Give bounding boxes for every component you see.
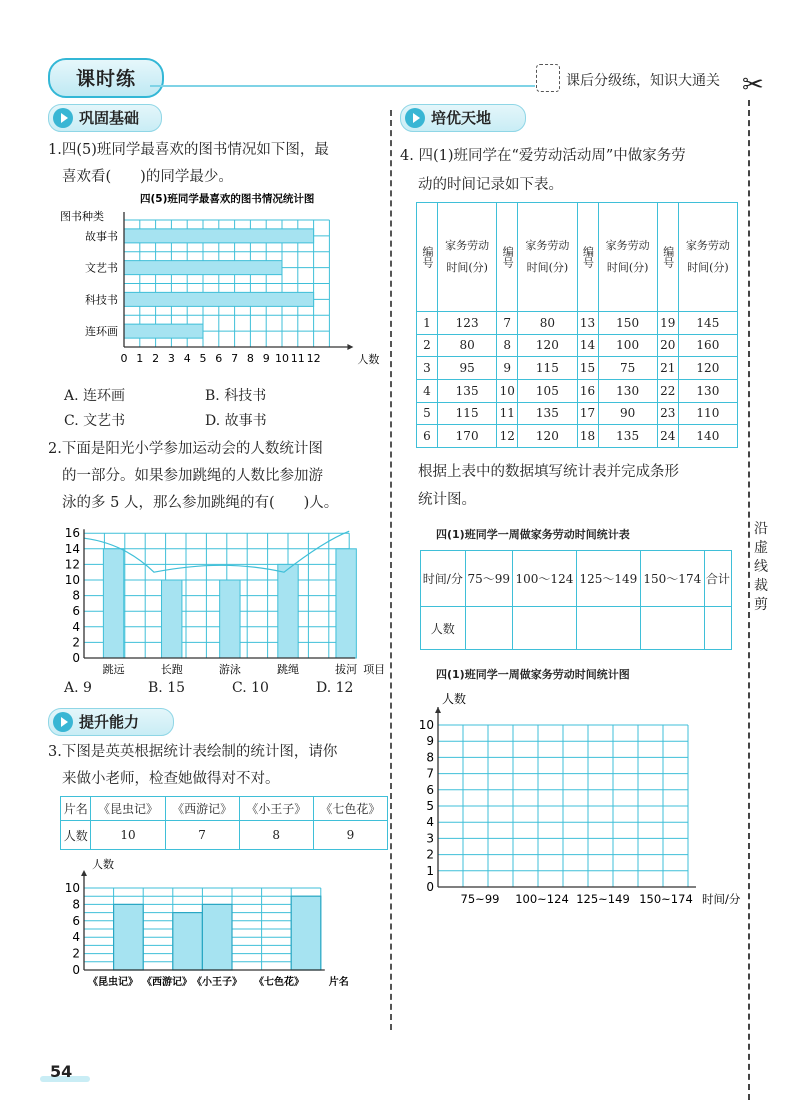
record-time-cell: 145	[678, 311, 737, 334]
record-id-cell: 7	[497, 311, 518, 334]
x-tick-label: 0	[120, 352, 128, 365]
x-axis-label: 项目	[363, 663, 386, 676]
bar-3	[124, 324, 203, 338]
y-tick-label: 8	[426, 750, 434, 765]
record-id-header: 编号	[497, 203, 518, 312]
stat-header-cell: 时间/分	[421, 551, 466, 607]
record-id-cell: 18	[577, 425, 598, 448]
q1-text-line2: 喜欢看( )的同学最少。	[62, 169, 233, 185]
header-line	[150, 85, 535, 87]
y-axis-arrow	[435, 707, 441, 713]
record-id-cell: 21	[657, 357, 678, 380]
section-label: 巩固基础	[79, 109, 140, 127]
q4-chart-title: 四(1)班同学一周做家务劳动时间统计图	[436, 668, 630, 681]
q2-option-c[interactable]: C. 10	[232, 680, 269, 696]
stat-header-cell: 150～174	[640, 551, 704, 607]
record-time-header: 家务劳动时间(分)	[438, 203, 497, 312]
q3-text-line1: 3.下图是英英根据统计表绘制的统计图，请你	[48, 744, 338, 760]
x-tick-label: 7	[231, 352, 239, 365]
y-tick-label: 2	[72, 946, 80, 961]
category-label: 文艺书	[85, 261, 118, 275]
stat-blank-cell[interactable]	[640, 607, 704, 650]
q4-stat-table	[420, 550, 732, 650]
y-tick-label: 2	[72, 635, 80, 650]
y-tick-label: 9	[426, 734, 434, 749]
record-id-cell: 2	[417, 334, 438, 357]
q3-header-cell: 《西游记》	[165, 797, 239, 821]
section-header-advanced	[400, 104, 526, 132]
q3-row-label: 人数	[61, 821, 91, 850]
record-row	[417, 379, 738, 402]
x-tick-label: 8	[246, 352, 254, 365]
bar-0	[103, 549, 123, 658]
q3-value-cell: 7	[165, 821, 239, 850]
stat-header-cell: 125～149	[576, 551, 640, 607]
record-time-cell: 130	[678, 379, 737, 402]
category-label: 《西游记》	[142, 977, 192, 988]
record-time-cell: 80	[438, 334, 497, 357]
page-number: 54	[50, 1062, 73, 1081]
q4-text-line4: 统计图。	[418, 492, 476, 508]
x-axis-label: 人数	[357, 353, 380, 366]
record-time-header: 家务劳动时间(分)	[518, 203, 577, 312]
y-tick-label: 8	[72, 897, 80, 912]
stat-header-cell: 合计	[704, 551, 731, 607]
y-tick-label: 6	[72, 913, 80, 928]
x-axis-label: 片名	[328, 977, 349, 988]
x-tick-label: 2	[152, 352, 160, 365]
record-id-cell: 23	[657, 402, 678, 425]
record-row	[417, 334, 738, 357]
record-time-cell: 170	[438, 425, 497, 448]
q1-text-line1: 1.四(5)班同学最喜欢的图书情况如下图，最	[48, 142, 329, 158]
record-id-cell: 22	[657, 379, 678, 402]
record-time-cell: 160	[678, 334, 737, 357]
record-row	[417, 402, 738, 425]
x-axis-arrow	[347, 344, 353, 350]
book-icon	[536, 64, 560, 92]
record-time-header: 家务劳动时间(分)	[598, 203, 657, 312]
stat-header-cell: 75～99	[465, 551, 512, 607]
x-axis-label: 时间/分	[702, 892, 741, 906]
record-row	[417, 357, 738, 380]
y-tick-label: 14	[64, 541, 80, 556]
q4-text-line3: 根据上表中的数据填写统计表并完成条形	[418, 464, 679, 480]
cut-line	[748, 100, 750, 1100]
record-time-cell: 120	[678, 357, 737, 380]
y-tick-label: 10	[64, 881, 80, 895]
x-tick-label: 5	[199, 352, 207, 365]
category-label: 125~149	[576, 892, 630, 906]
record-id-header: 编号	[417, 203, 438, 312]
record-id-cell: 8	[497, 334, 518, 357]
chart-housework-empty[interactable]	[410, 690, 746, 912]
cut-text: 沿虚线裁剪	[754, 521, 768, 613]
x-tick-label: 12	[306, 352, 321, 365]
bar-2	[220, 580, 240, 658]
q3-text-line2: 来做小老师，检查她做得对不对。	[62, 771, 280, 787]
stat-header-cell: 100～124	[512, 551, 576, 607]
section-label: 培优天地	[431, 109, 492, 127]
record-id-cell: 5	[417, 402, 438, 425]
record-row	[417, 425, 738, 448]
category-label: 跳绳	[277, 663, 299, 676]
q1-option-c[interactable]: C. 文艺书	[64, 413, 126, 429]
y-tick-label: 0	[72, 651, 80, 665]
record-id-cell: 6	[417, 425, 438, 448]
record-id-cell: 13	[577, 311, 598, 334]
y-axis-label: 图书种类	[60, 210, 104, 223]
category-label: 游泳	[218, 663, 241, 676]
chart-favorite-books	[60, 190, 390, 382]
record-id-cell: 1	[417, 311, 438, 334]
record-id-cell: 20	[657, 334, 678, 357]
x-tick-label: 3	[167, 352, 175, 365]
record-time-cell: 123	[438, 311, 497, 334]
bar-1	[162, 580, 182, 658]
stat-blank-cell[interactable]	[465, 607, 512, 650]
record-id-cell: 4	[417, 379, 438, 402]
record-id-cell: 19	[657, 311, 678, 334]
y-tick-label: 10	[418, 718, 434, 732]
stat-row-label: 人数	[421, 607, 466, 650]
record-time-header: 家务劳动时间(分)	[678, 203, 737, 312]
q3-header-cell: 《小王子》	[239, 797, 313, 821]
header-title: 课时练	[75, 68, 136, 90]
chart-sports-participants	[44, 518, 386, 678]
y-tick-label: 4	[426, 815, 434, 830]
q3-value-cell: 9	[313, 821, 387, 850]
stat-blank-cell[interactable]	[576, 607, 640, 650]
record-time-cell: 75	[598, 357, 657, 380]
scissors-icon: ✂	[742, 70, 764, 100]
play-icon	[53, 712, 73, 732]
y-tick-label: 10	[64, 573, 80, 587]
category-label: 《昆虫记》	[88, 977, 138, 988]
category-label: 《七色花》	[254, 977, 304, 988]
section-header-basics	[48, 104, 162, 132]
q3-data-table	[60, 796, 388, 850]
q1-option-a[interactable]: A. 连环画	[64, 388, 126, 404]
bar-0	[124, 229, 314, 243]
y-tick-label: 6	[426, 782, 434, 797]
y-tick-label: 6	[72, 604, 80, 619]
q4-text-line1: 4. 四(1)班同学在“爱劳动活动周”中做家务劳	[400, 148, 686, 164]
y-axis-label: 人数	[442, 692, 467, 706]
bar-4	[336, 549, 356, 658]
record-time-cell: 115	[518, 357, 577, 380]
q4-text-line2: 动的时间记录如下表。	[418, 177, 563, 193]
record-time-cell: 130	[598, 379, 657, 402]
record-time-cell: 135	[518, 402, 577, 425]
stat-blank-cell[interactable]	[704, 607, 731, 650]
y-tick-label: 0	[72, 963, 80, 977]
bar-3	[291, 896, 321, 970]
category-label: 拔河	[335, 663, 358, 676]
column-divider	[390, 110, 392, 1030]
category-label: 150~174	[639, 892, 693, 906]
q1-option-b[interactable]: B. 科技书	[205, 388, 267, 404]
record-time-cell: 140	[678, 425, 737, 448]
q2-text-line2: 的一部分。如果参加跳绳的人数比参加游	[62, 468, 323, 484]
record-time-cell: 120	[518, 334, 577, 357]
y-axis-label: 人数	[92, 858, 114, 871]
bar-0	[114, 904, 144, 970]
category-label: 长跑	[160, 663, 183, 676]
record-time-cell: 135	[598, 425, 657, 448]
section-header-improve	[48, 708, 174, 736]
y-tick-label: 7	[426, 766, 434, 781]
category-label: 100~124	[515, 892, 569, 906]
category-label: 连环画	[85, 325, 118, 339]
q3-value-cell: 8	[239, 821, 313, 850]
q4-record-table	[416, 202, 738, 448]
record-id-header: 编号	[577, 203, 598, 312]
chart-books-bar	[56, 852, 376, 992]
bar-3	[278, 564, 298, 658]
stat-blank-cell[interactable]	[512, 607, 576, 650]
play-icon	[405, 108, 425, 128]
q1-option-d[interactable]: D. 故事书	[205, 413, 267, 429]
y-tick-label: 5	[426, 799, 434, 813]
y-tick-label: 3	[426, 831, 434, 846]
x-tick-label: 4	[183, 352, 191, 365]
x-tick-label: 6	[215, 352, 223, 365]
y-tick-label: 0	[426, 880, 434, 894]
record-row	[417, 311, 738, 334]
header-title-badge	[48, 58, 164, 98]
bar-2	[202, 904, 232, 970]
record-id-header: 编号	[657, 203, 678, 312]
q4-table-title: 四(1)班同学一周做家务劳动时间统计表	[436, 528, 630, 541]
category-label: 跳远	[102, 663, 125, 676]
q2-option-d[interactable]: D. 12	[316, 680, 354, 696]
q2-text-line3: 泳的多 5 人，那么参加跳绳的有( )人。	[62, 495, 339, 511]
record-id-cell: 24	[657, 425, 678, 448]
y-tick-label: 2	[426, 847, 434, 862]
record-time-cell: 105	[518, 379, 577, 402]
play-icon	[53, 108, 73, 128]
x-tick-label: 11	[290, 352, 305, 365]
bar-1	[124, 261, 282, 275]
y-tick-label: 12	[64, 557, 80, 572]
record-id-cell: 11	[497, 402, 518, 425]
y-tick-label: 16	[64, 526, 80, 541]
y-tick-label: 4	[72, 619, 80, 634]
record-time-cell: 80	[518, 311, 577, 334]
record-time-cell: 90	[598, 402, 657, 425]
q2-text-line1: 2.下面是阳光小学参加运动会的人数统计图	[48, 441, 323, 457]
record-time-cell: 110	[678, 402, 737, 425]
record-id-cell: 12	[497, 425, 518, 448]
y-tick-label: 1	[426, 863, 434, 878]
category-label: 《小王子》	[192, 977, 242, 988]
header-slogan: 课后分级练，知识大通关	[566, 73, 720, 89]
y-tick-label: 4	[72, 930, 80, 945]
record-time-cell: 95	[438, 357, 497, 380]
record-time-cell: 120	[518, 425, 577, 448]
record-time-cell: 135	[438, 379, 497, 402]
x-tick-label: 10	[275, 352, 289, 365]
category-label: 故事书	[85, 229, 118, 243]
x-tick-label: 1	[136, 352, 144, 365]
bar-1	[173, 913, 203, 970]
x-tick-label: 9	[262, 352, 270, 365]
q3-header-cell: 片名	[61, 797, 91, 821]
section-label: 提升能力	[79, 713, 140, 731]
y-axis-arrow	[81, 870, 87, 876]
record-id-cell: 9	[497, 357, 518, 380]
y-tick-label: 8	[72, 588, 80, 603]
record-id-cell: 3	[417, 357, 438, 380]
chart-title: 四(5)班同学最喜欢的图书情况统计图	[140, 193, 315, 205]
record-id-cell: 17	[577, 402, 598, 425]
bar-2	[124, 292, 314, 306]
category-label: 75~99	[460, 892, 500, 906]
record-time-cell: 150	[598, 311, 657, 334]
record-time-cell: 115	[438, 402, 497, 425]
q2-option-a[interactable]: A. 9	[64, 680, 92, 696]
record-id-cell: 10	[497, 379, 518, 402]
record-id-cell: 15	[577, 357, 598, 380]
q3-value-cell: 10	[91, 821, 165, 850]
category-label: 科技书	[85, 293, 118, 307]
record-time-cell: 100	[598, 334, 657, 357]
q3-header-cell: 《七色花》	[313, 797, 387, 821]
record-id-cell: 16	[577, 379, 598, 402]
q2-option-b[interactable]: B. 15	[148, 680, 186, 696]
record-id-cell: 14	[577, 334, 598, 357]
q3-header-cell: 《昆虫记》	[91, 797, 165, 821]
